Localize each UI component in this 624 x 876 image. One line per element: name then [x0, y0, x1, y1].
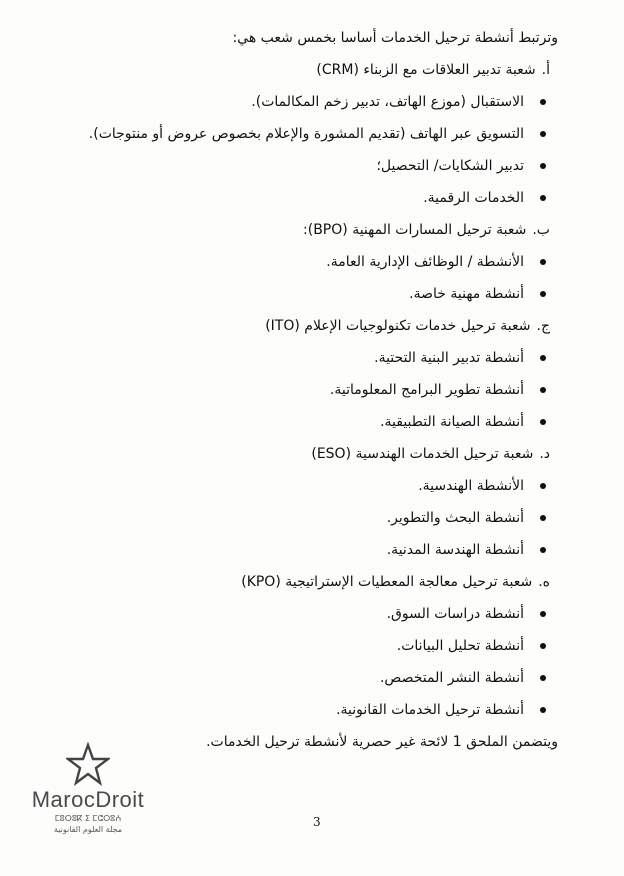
list-item: [38, 348, 558, 368]
bullet-icon: [540, 355, 546, 361]
section-letter: ج.: [536, 318, 550, 334]
list-item: [38, 284, 558, 304]
list-item-text: التسويق عبر الهاتف (تقديم المشورة والإعلام بخصوص عروض أو منتوجات).: [88, 126, 524, 142]
section-letter: ه.: [538, 574, 550, 590]
bullet-icon: [540, 195, 546, 201]
page-number: 3: [313, 815, 321, 829]
list-item-text: تدبير الشكايات/ التحصيل؛: [376, 158, 524, 174]
bullet-icon: [540, 707, 546, 713]
list-item-text: أنشطة دراسات السوق.: [386, 606, 524, 622]
closing-paragraph: ويتضمن الملحق 1 لائحة غير حصرية لأنشطة ترحيل الخدمات.: [206, 734, 558, 750]
section-letter: د.: [539, 446, 550, 462]
list-item: [38, 668, 558, 688]
star-icon: [66, 742, 110, 786]
section-title: [38, 572, 550, 592]
bullet-icon: [540, 99, 546, 105]
list-item: [38, 252, 558, 272]
bullet-icon: [540, 611, 546, 617]
list-item-text: أنشطة البحث والتطوير.: [386, 510, 524, 526]
bullet-list: [38, 604, 558, 720]
list-item: [38, 540, 558, 560]
list-item-text: أنشطة النشر المتخصص.: [379, 670, 524, 686]
intro-paragraph: وترتبط أنشطة ترحيل الخدمات أساسا بخمس شعب هي:: [232, 30, 558, 46]
section: [38, 572, 558, 720]
list-item-text: أنشطة الهندسة المدنية.: [386, 542, 524, 558]
list-item: [38, 380, 558, 400]
section-title-text: شعبة تدبير العلاقات مع الزبناء (CRM): [316, 62, 536, 78]
list-item-text: أنشطة مهنية خاصة.: [409, 286, 524, 302]
bullet-icon: [540, 547, 546, 553]
section: [38, 220, 558, 304]
section-title-text: شعبة ترحيل معالجة المعطيات الإستراتيجية (KPO): [241, 574, 533, 590]
section-letter: ب.: [532, 222, 550, 238]
list-item: [38, 92, 558, 112]
list-item-text: أنشطة تدبير البنية التحتية.: [374, 350, 524, 366]
list-item-text: الاستقبال (موزع الهاتف، تدبير زخم المكالمات).: [251, 94, 524, 110]
bullet-icon: [540, 419, 546, 425]
sections-container: [38, 60, 558, 720]
section-title: [38, 444, 550, 464]
list-item-text: أنشطة الصيانة التطبيقية.: [380, 414, 524, 430]
bullet-list: [38, 252, 558, 304]
section: [38, 60, 558, 208]
logo-tagline: مجلة العلوم القانونية: [53, 825, 123, 834]
section-title-text: شعبة ترحيل المسارات المهنية (BPO):: [303, 222, 527, 238]
bullet-icon: [540, 387, 546, 393]
bullet-icon: [540, 163, 546, 169]
section-title-text: شعبة ترحيل الخدمات الهندسية (ESO): [311, 446, 534, 462]
section-letter: أ.: [541, 62, 550, 78]
section-title: [38, 316, 550, 336]
bullet-icon: [540, 131, 546, 137]
section: [38, 316, 558, 432]
marocdroit-logo: [18, 742, 158, 862]
bullet-icon: [540, 483, 546, 489]
list-item: [38, 188, 558, 208]
list-item: [38, 124, 558, 144]
list-item-text: أنشطة تحليل البيانات.: [396, 638, 524, 654]
section-title: [38, 60, 550, 80]
list-item: [38, 604, 558, 624]
bullet-icon: [540, 291, 546, 297]
section-title: [38, 220, 550, 240]
list-item-text: أنشطة ترحيل الخدمات القانونية.: [336, 702, 524, 718]
section: [38, 444, 558, 560]
bullet-list: [38, 348, 558, 432]
list-item-text: الأنشطة / الوظائف الإدارية العامة.: [326, 254, 524, 270]
bullet-icon: [540, 675, 546, 681]
logo-tifinagh: ⵎⵓⵔⵓⴽ ⵉ ⵎⵛⵔⵓⵄ: [54, 814, 122, 823]
bullet-list: [38, 92, 558, 208]
list-item-text: الخدمات الرقمية.: [423, 190, 524, 206]
list-item: [38, 476, 558, 496]
list-item: [38, 508, 558, 528]
document-body: [38, 28, 558, 752]
list-item: [38, 412, 558, 432]
list-item: [38, 156, 558, 176]
bullet-icon: [540, 259, 546, 265]
list-item-text: أنشطة تطوير البرامج المعلوماتية.: [329, 382, 524, 398]
bullet-icon: [540, 515, 546, 521]
list-item-text: الأنشطة الهندسية.: [418, 478, 524, 494]
bullet-list: [38, 476, 558, 560]
list-item: [38, 700, 558, 720]
section-title-text: شعبة ترحيل خدمات تكنولوجيات الإعلام (ITO): [265, 318, 531, 334]
bullet-icon: [540, 643, 546, 649]
list-item: [38, 636, 558, 656]
logo-wordmark: MarocDroit: [31, 787, 145, 812]
